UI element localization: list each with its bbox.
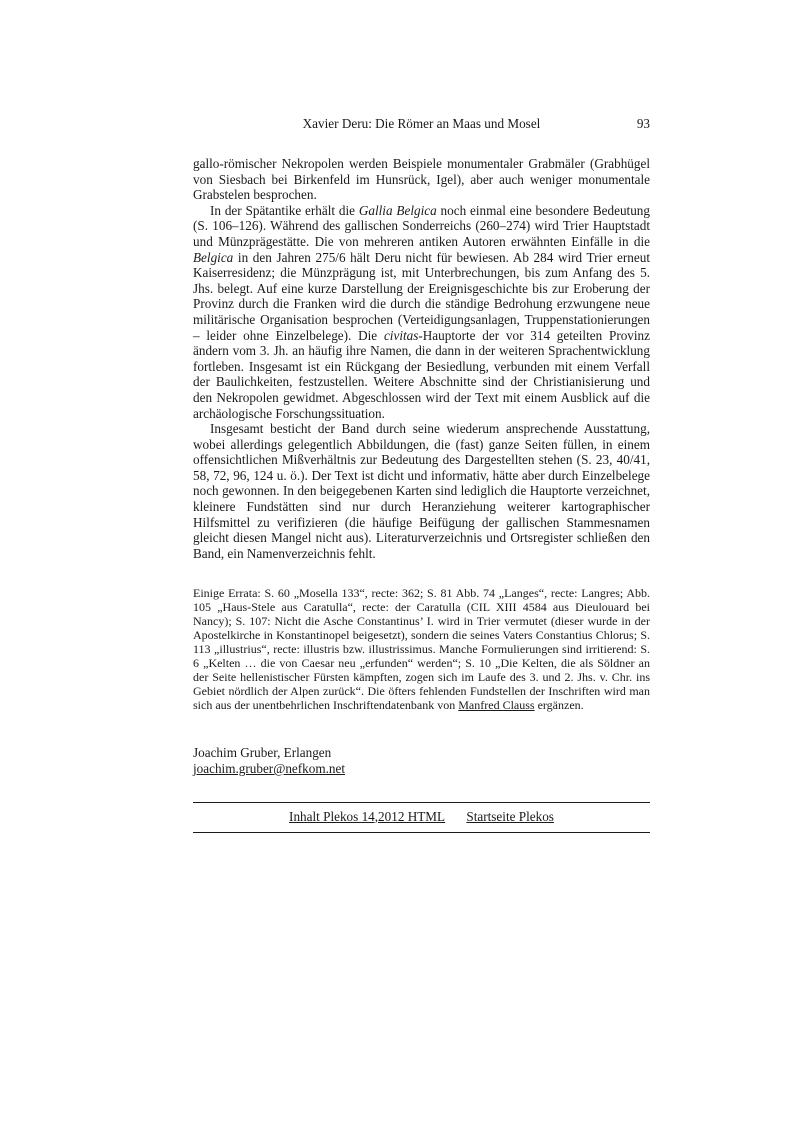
text-run: Insgesamt besticht der Band durch seine wiederum ansprechende Ausstattung, wobei allerdings gelegentlich Abbildungen, die (fast) ganze Seiten füllen, in einem offensichtlichen Mißverhältnis zur Bedeutung des Dargestellten stehen (S. 23, 40/41, 58, 72, 96, 124 u. ö.). Der Text ist dicht und informativ, hätte aber durch Einzelbelege noch gewonnen. In den beigegebenen Karten sind lediglich die Hauptorte verzeichnet, kleinere Fundstätten sind nur durch Heranziehung weiterer kartographischer Hilfsmittel zu verifizieren (die häufige Beifügung der gallischen Stammesnamen gleicht diesen Mangel nicht aus). Literaturverzeichnis und Ortsregister schließen den Band, ein Namenverzeichnis fehlt. <box>193 421 650 561</box>
footer-nav <box>193 802 650 833</box>
text-run: -Hauptorte der vor 314 geteilten Provinz ändern vom 3. Jh. an häufig ihre Namen, die dann in der weiteren Sprachentwicklung fortleben. Insgesamt ist ein Rückgang der Besiedlung, verbunden mit einem Verfall der Baulichkeiten, festzustellen. Weitere Abschnitte sind der Christianisierung und den Nekropolen gewidmet. Abgeschlossen wird der Text mit einem Ausblick auf die archäologische Forschungssituation. <box>193 327 651 421</box>
text-run: noch einmal eine besondere Bedeutung (S. 106–126). Während des gallischen Sonderreichs (260–274) wird Trier Hauptstadt und Münzprägestätte. Die von mehreren antiken Autoren erwähnten Einfälle in die <box>193 202 650 249</box>
text-run: in den Jahren 275/6 hält Deru nicht für bewiesen. Ab 284 wird Trier erneut Kaiserresidenz; die Münzprägung ist, mit Unterbrechungen, bis zum Anfang des 5. Jhs. belegt. Auf eine kurze Darstellung der Ereignisgeschichte bis zur Eroberung der Provinz durch die Franken wird die durch die ständige Bedrohung erzwungene neue militärische Organisation besprochen (Verteidigungsanlagen, Truppenstationierungen – leider ohne Einzelbelege). Die <box>193 249 650 343</box>
email-link[interactable]: joachim.gruber@nefkom.net <box>193 761 346 777</box>
text-run: gallo-römischer Nekropolen werden Beispiele monumentaler Grabmäler (Grabhügel von Siesbach bei Birkenfeld im Hunsrück, Igel), aber auch weniger monumentale Grabstelen besprochen. <box>193 156 650 203</box>
text-block <box>193 116 650 833</box>
text-run: ergänzen. <box>534 697 584 712</box>
errata-paragraph <box>193 587 650 712</box>
italic-term: Gallia Belgica <box>358 202 437 218</box>
review-body <box>193 156 650 833</box>
page-number: 93 <box>636 116 650 131</box>
footer-link-inhalt[interactable]: Inhalt Plekos 14,2012 HTML <box>289 808 446 824</box>
page-header <box>193 116 650 132</box>
signature-block <box>193 745 650 778</box>
text-run: In der Spätantike erhält die <box>210 202 359 218</box>
italic-term: civitas <box>383 327 419 343</box>
italic-term: Belgica <box>193 249 234 265</box>
paragraph <box>193 421 650 561</box>
text-run: Einige Errata: S. 60 „Mosella 133“, recte: 362; S. 81 Abb. 74 „Langes“, recte: Langres; Abb. 105 „Haus-Stele aus Caratulla“, recte: der Caratulla (CIL XIII 4584 aus Dieulouard bei Nancy); S. 107: Nicht die Asche Constantinus’ I. wird in Trier vermutet (dieser wurde in der Apostelkirche in Konstantinopel beigesetzt), sondern die seines Vaters Constantius Chlorus; S. 113 „illustrius“, recte: illustris bzw. illustrissimus. Manche Formulierungen sind irritierend: S. 6 „Kelten … die von Caesar neu „erfunden“ werden“; S. 10 „Die Kelten, die als Söldner an der Seite hellenistischer Fürsten kämpften, zogen sich im Laufe des 3. und 2. Jhs. v. Chr. ins Gebiet nördlich der Alpen zurück“. Die öfters fehlenden Fundstellen der Inschriften wird man sich aus der unentbehrlichen Inschriftendatenbank von <box>193 586 650 712</box>
paragraph <box>193 203 650 421</box>
reviewer-name: Joachim Gruber, Erlangen <box>193 744 332 760</box>
footer-link-startseite[interactable]: Startseite Plekos <box>466 808 554 824</box>
manfred-clauss-link[interactable]: Manfred Clauss <box>458 697 535 712</box>
running-title: Xavier Deru: Die Römer an Maas und Mosel <box>302 116 541 131</box>
paragraph <box>193 156 650 203</box>
